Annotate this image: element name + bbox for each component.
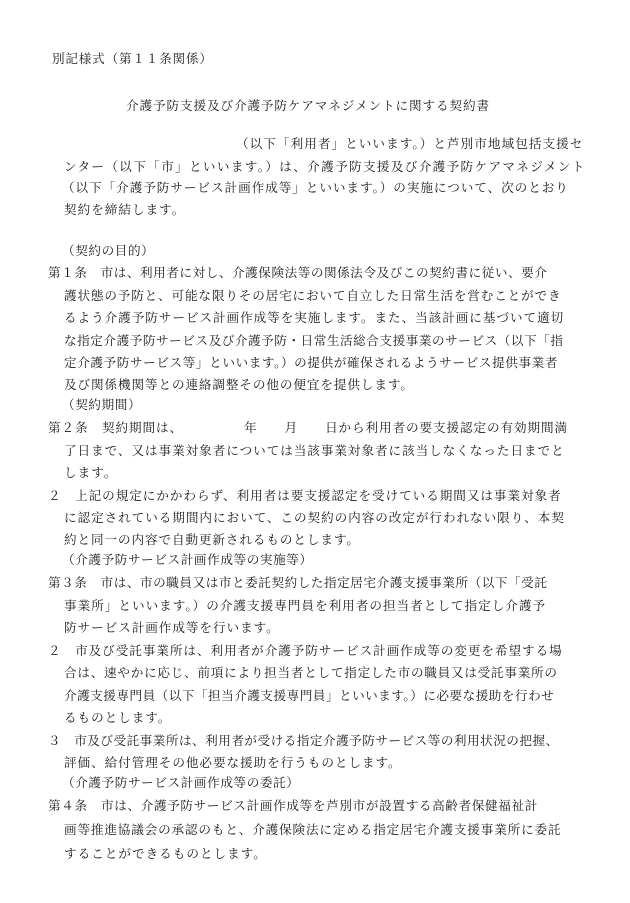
article-3-clause-2-line: るものとします。 bbox=[64, 710, 172, 725]
article-1-line: な指定介護予防サービス及び介護予防・日常生活総合支援事業のサービス（以下「指 bbox=[64, 333, 564, 348]
preamble-line: （以下「利用者」といいます。）と芦別市地域包括支援セ bbox=[236, 136, 584, 151]
article-3-line: 事業所」といいます。）の介護支援専門員を利用者の担当者として指定し介護予 bbox=[64, 598, 547, 613]
article-2-clause-2-line: に認定されている期間内において、この契約の内容の改定が行われない限り、本契 bbox=[64, 510, 565, 525]
article-3-clause-2-line: 介護支援専門員（以下「担当介護支援専門員」といいます。）に必要な援助を行わせ bbox=[64, 688, 555, 703]
article-3-heading: （介護予防サービス計画作成等の実施等） bbox=[62, 552, 313, 567]
article-4-line: することができるものとします。 bbox=[64, 846, 267, 861]
article-1-line: 護状態の予防と、可能な限りその居宅において自立した日常生活を営むことができ bbox=[64, 288, 562, 303]
article-1-line: 定介護予防サービス等」といいます。）の提供が確保されるようサービス提供事業者 bbox=[64, 355, 559, 370]
article-3-clause-2-line: ２ 市及び受託事業所は、利用者が介護予防サービス計画作成等の変更を希望する場 bbox=[48, 643, 563, 658]
preamble-line: 契約を締結します。 bbox=[64, 202, 186, 217]
article-3-line: 防サービス計画作成等を行います。 bbox=[64, 620, 280, 635]
article-1-heading: （契約の目的） bbox=[62, 243, 155, 258]
article-2-clause-2-line: 約と同一の内容で自動更新されるものとします。 bbox=[64, 532, 360, 547]
preamble-line: ンター（以下「市」といいます。）は、介護予防支援及び介護予防ケアマネジメント bbox=[64, 159, 586, 174]
article-1-line: 第１条 市は、利用者に対し、介護保険法等の関係法令及びこの契約書に従い、要介 bbox=[48, 265, 548, 280]
article-4-line: 画等推進協議会の承認のもと、介護保険法に定める指定居宅介護支援事業所に委託 bbox=[64, 822, 562, 837]
article-3-line: 第３条 市は、市の職員又は市と委託契約した指定居宅介護支援事業所（以下「受託 bbox=[48, 575, 548, 590]
article-3-clause-3-line: ３ 市及び受託事業所は、利用者が受ける指定介護予防サービス等の利用状況の把握、 bbox=[48, 733, 559, 748]
article-1-line: るよう介護予防サービス計画作成等を実施します。また、当該計画に基づいて適切 bbox=[64, 310, 565, 325]
preamble-line: （以下「介護予防サービス計画作成等」といいます。）の実施について、次のとおり bbox=[62, 180, 569, 195]
article-2-clause-2-line: ２ 上記の規定にかかわらず、利用者は要支援認定を受けている期間又は事業対象者 bbox=[48, 488, 562, 503]
article-4-heading: （介護予防サービス計画作成等の委託） bbox=[62, 775, 300, 790]
article-1-line: 及び関係機関等との連絡調整その他の便宜を提供します。 bbox=[64, 377, 414, 392]
article-2-line: します。 bbox=[64, 465, 118, 480]
article-4-line: 第４条 市は、介護予防サービス計画作成等を芦別市が設置する高齢者保健福祉計 bbox=[48, 798, 539, 813]
article-2-line: 了日まで、又は事業対象者については当該事業対象者に該当しなくなった日までと bbox=[64, 443, 565, 458]
document-title: 介護予防支援及び介護予防ケアマネジメントに関する契約書 bbox=[126, 98, 490, 113]
article-2-line: 第２条 契約期間は、 年 月 日から利用者の要支援認定の有効期間満 bbox=[48, 420, 568, 435]
article-2-heading: （契約期間） bbox=[62, 397, 142, 412]
form-label: 別記様式（第１１条関係） bbox=[52, 51, 213, 66]
article-3-clause-3-line: 評価、給付管理その他必要な援助を行うものとします。 bbox=[64, 755, 402, 770]
article-3-clause-2-line: 合は、速やかに応じ、前項により担当者として指定した市の職員又は受託事業所の bbox=[64, 665, 558, 680]
